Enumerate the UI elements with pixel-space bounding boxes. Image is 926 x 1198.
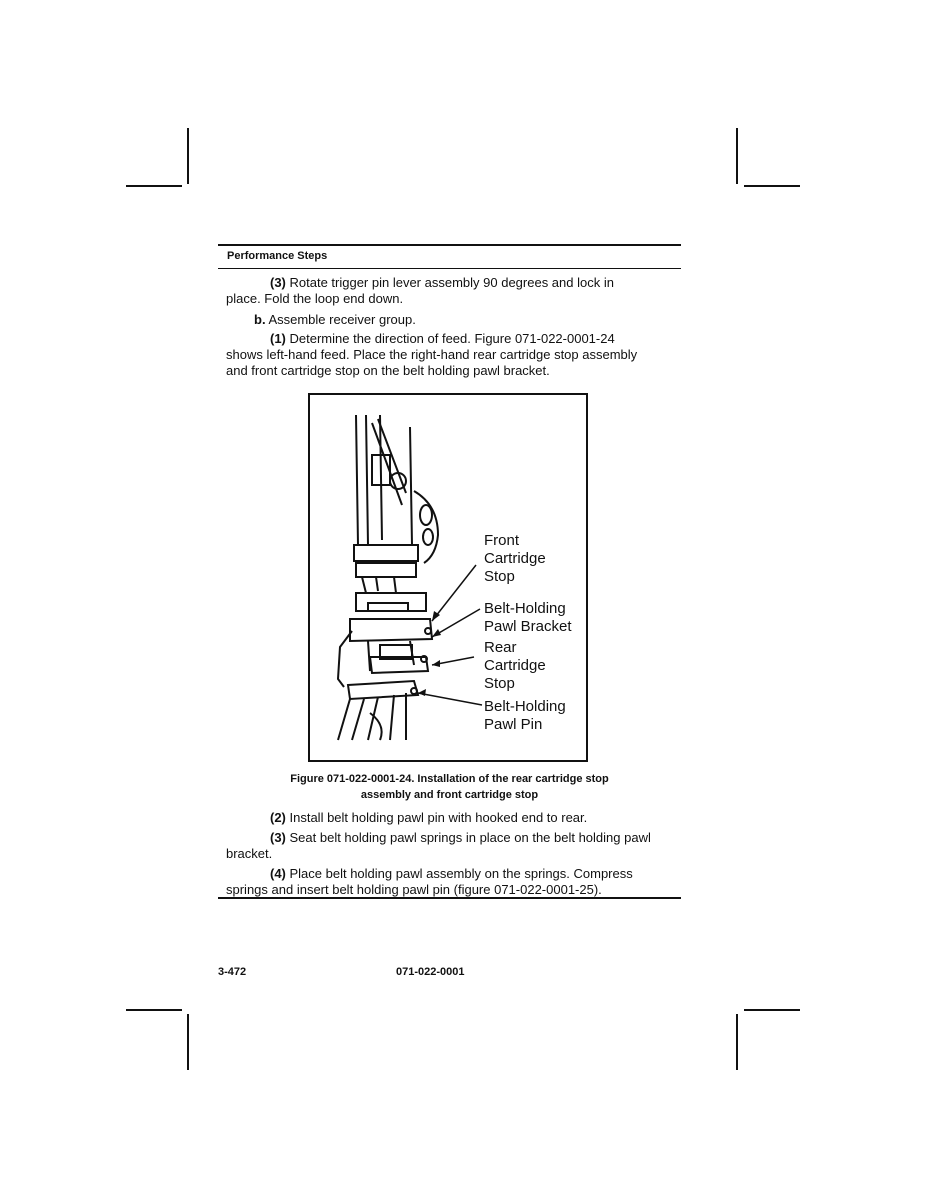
crop-mark-top-left-horizontal [126,185,182,187]
crop-mark-bottom-right-vertical [736,1014,738,1070]
label-line: Front [484,532,520,549]
step-number: (1) [270,331,286,346]
label-line: Belt-Holding [484,698,566,715]
step-text: Rotate trigger pin lever assembly 90 degrees and lock in [285,275,614,290]
label-belt-holding-pawl-bracket [484,600,572,636]
crop-mark-bottom-left-horizontal [126,1009,182,1011]
step-text: Seat belt holding pawl springs in place on the belt holding pawl [285,830,651,845]
label-line: Stop [484,568,515,585]
header-top-rule [218,244,681,246]
page-number: 3-472 [218,966,247,978]
crop-mark-top-right-vertical [736,128,738,184]
step-1-line-1 [270,331,615,347]
label-line: Stop [484,675,515,692]
crop-mark-bottom-right-horizontal [744,1009,800,1011]
step-b [254,312,416,328]
label-line: Cartridge [484,657,546,674]
section-title: Performance Steps [227,250,328,262]
step-number: (4) [270,866,286,881]
step-letter: b. [254,312,266,327]
body-bottom-rule [218,897,681,899]
figure-caption-line-2: assembly and front cartridge stop [360,789,539,801]
step-number: (3) [270,275,286,290]
task-number: 071-022-0001 [396,966,465,978]
step-number: (3) [270,830,286,845]
crop-mark-top-right-horizontal [744,185,800,187]
step-1-line-3: and front cartridge stop on the belt holding pawl bracket. [226,363,550,378]
crop-mark-bottom-left-vertical [187,1014,189,1070]
label-line: Rear [484,639,517,656]
step-number: (2) [270,810,286,825]
step-3-line-1 [270,275,614,291]
step-3b-line-1 [270,830,651,846]
label-line: Pawl Bracket [484,618,572,635]
figure-caption-line-1: Figure 071-022-0001-24. Installation of the rear cartridge stop [290,773,609,785]
step-3-line-2: place. Fold the loop end down. [226,291,404,306]
step-text: Assemble receiver group. [265,312,416,327]
label-rear-cartridge-stop [484,639,546,693]
label-line: Belt-Holding [484,600,566,617]
step-text: Install belt holding pawl pin with hooked end to rear. [285,810,588,825]
step-1-line-2: shows left-hand feed. Place the right-hand rear cartridge stop assembly [226,347,638,362]
label-front-cartridge-stop [484,532,546,586]
header-bottom-rule [218,268,681,269]
label-belt-holding-pawl-pin [484,698,566,734]
crop-mark-top-left-vertical [187,128,189,184]
step-2 [270,810,587,826]
step-text: Place belt holding pawl assembly on the springs. Compress [285,866,633,881]
label-line: Pawl Pin [484,716,543,733]
step-4-line-2: springs and insert belt holding pawl pin (figure 071-022-0001-25). [226,882,602,897]
figure-frame [308,393,588,762]
step-text: Determine the direction of feed. Figure 071-022-0001-24 [285,331,615,346]
label-line: Cartridge [484,550,546,567]
step-3b-line-2: bracket. [226,846,273,861]
step-4-line-1 [270,866,633,882]
